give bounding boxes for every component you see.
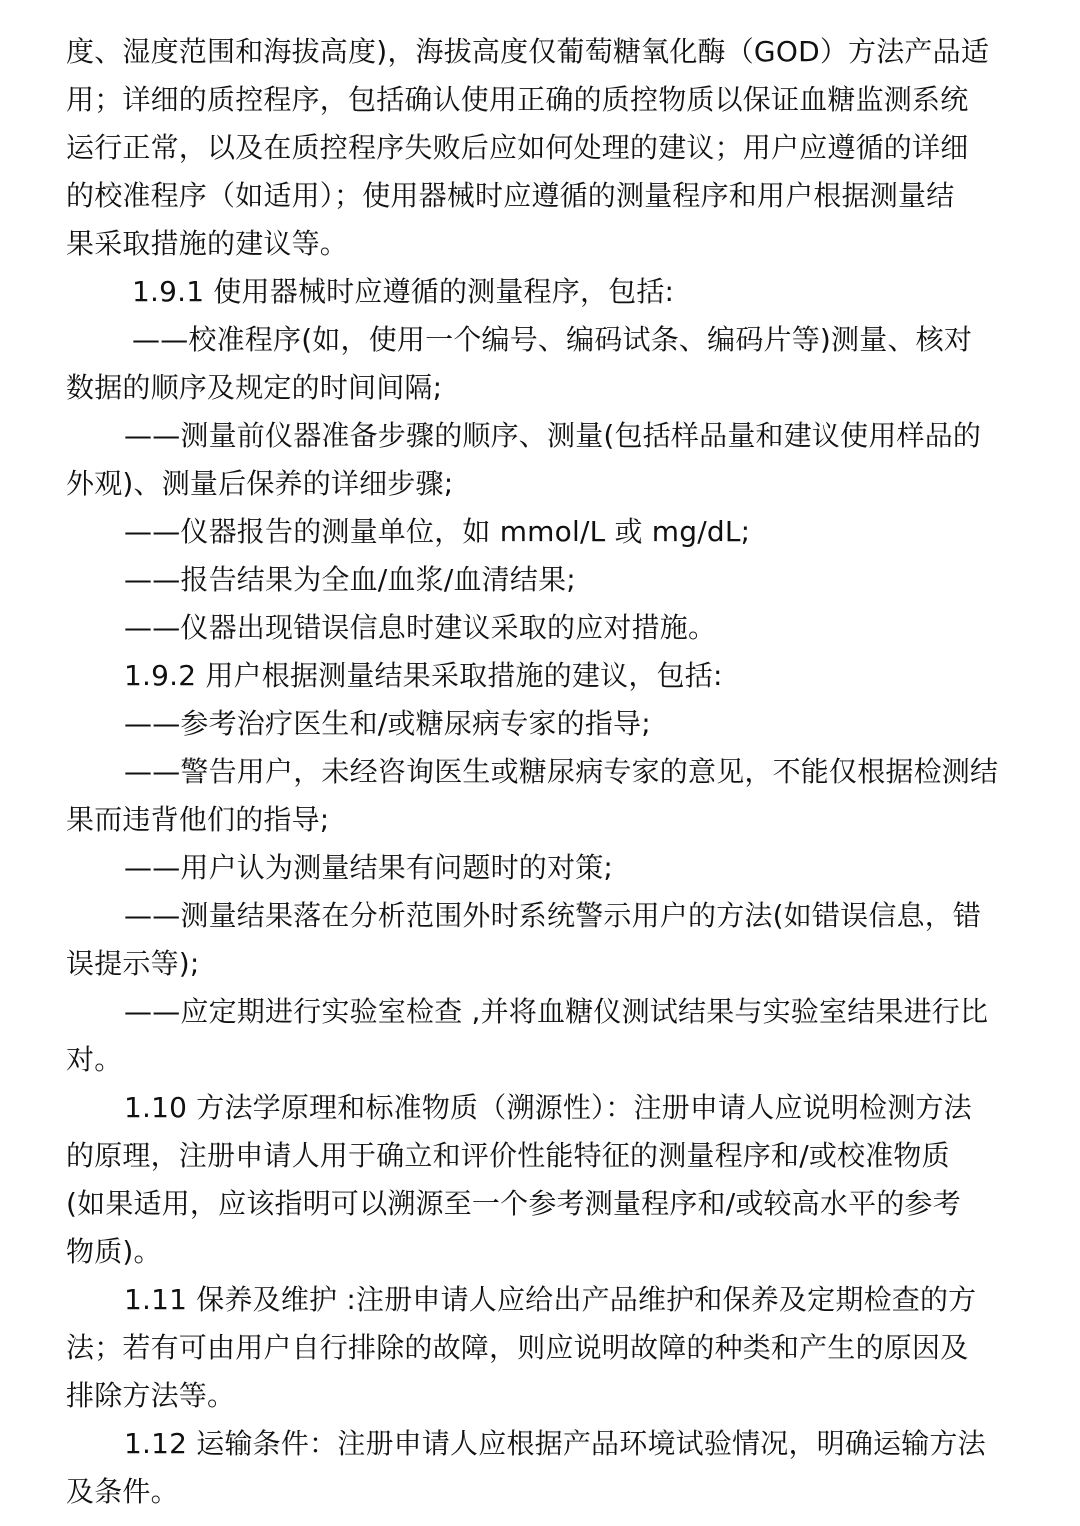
list-item: ——测量结果落在分析范围外时系统警示用户的方法(如错误信息，错 (124, 899, 982, 932)
text-line: 果采取措施的建议等。 (66, 227, 349, 260)
section-heading-1-9-1: 1.9.1 使用器械时应遵循的测量程序，包括: (132, 275, 675, 308)
list-item: ——警告用户，未经咨询医生或糖尿病专家的意见，不能仅根据检测结 (124, 755, 999, 788)
list-item: ——用户认为测量结果有问题时的对策; (124, 851, 614, 884)
text-line: 用；详细的质控程序，包括确认使用正确的质控物质以保证血糖监测系统 (66, 83, 969, 116)
text-line: (如果适用，应该指明可以溯源至一个参考测量程序和/或较高水平的参考 (66, 1187, 961, 1220)
text-line: 的校准程序（如适用）；使用器械时应遵循的测量程序和用户根据测量结 (66, 179, 955, 212)
text-line: 果而违背他们的指导; (66, 803, 330, 836)
section-heading-1-9-2: 1.9.2 用户根据测量结果采取措施的建议，包括: (124, 659, 723, 692)
section-heading-1-10: 1.10 方法学原理和标准物质（溯源性）：注册申请人应说明检测方法 (124, 1091, 972, 1124)
text-line: 的原理，注册申请人用于确立和评价性能特征的测量程序和/或校准物质 (66, 1139, 950, 1172)
list-item: ——参考治疗医生和/或糖尿病专家的指导; (124, 707, 651, 740)
list-item: ——仪器出现错误信息时建议采取的应对措施。 (124, 611, 717, 644)
text-line: 数据的顺序及规定的时间间隔; (66, 371, 443, 404)
list-item: ——校准程序(如，使用一个编号、编码试条、编码片等)测量、核对 (132, 323, 973, 356)
text-line: 对。 (66, 1043, 123, 1076)
list-item: ——报告结果为全血/血浆/血清结果; (124, 563, 576, 596)
text-line: 法；若有可由用户自行排除的故障，则应说明故障的种类和产生的原因及 (66, 1331, 969, 1364)
list-item: ——仪器报告的测量单位，如 mmol/L 或 mg/dL; (124, 515, 751, 548)
text-line: 排除方法等。 (66, 1379, 236, 1412)
text-line: 物质)。 (66, 1235, 162, 1268)
list-item: ——测量前仪器准备步骤的顺序、测量(包括样品量和建议使用样品的 (124, 419, 982, 452)
list-item: ——应定期进行实验室检查 ,并将血糖仪测试结果与实验室结果进行比 (124, 995, 989, 1028)
text-line: 度、湿度范围和海拔高度)，海拔高度仅葡萄糖氧化酶（GOD）方法产品适 (66, 35, 990, 68)
text-line: 外观)、测量后保养的详细步骤; (66, 467, 454, 500)
section-heading-1-12: 1.12 运输条件：注册申请人应根据产品环境试验情况，明确运输方法 (124, 1427, 986, 1460)
text-line: 运行正常，以及在质控程序失败后应如何处理的建议；用户应遵循的详细 (66, 131, 969, 164)
section-heading-1-11: 1.11 保养及维护 :注册申请人应给出产品维护和保养及定期检查的方 (124, 1283, 977, 1316)
text-line: 误提示等); (66, 947, 200, 980)
text-line: 及条件。 (66, 1475, 179, 1508)
